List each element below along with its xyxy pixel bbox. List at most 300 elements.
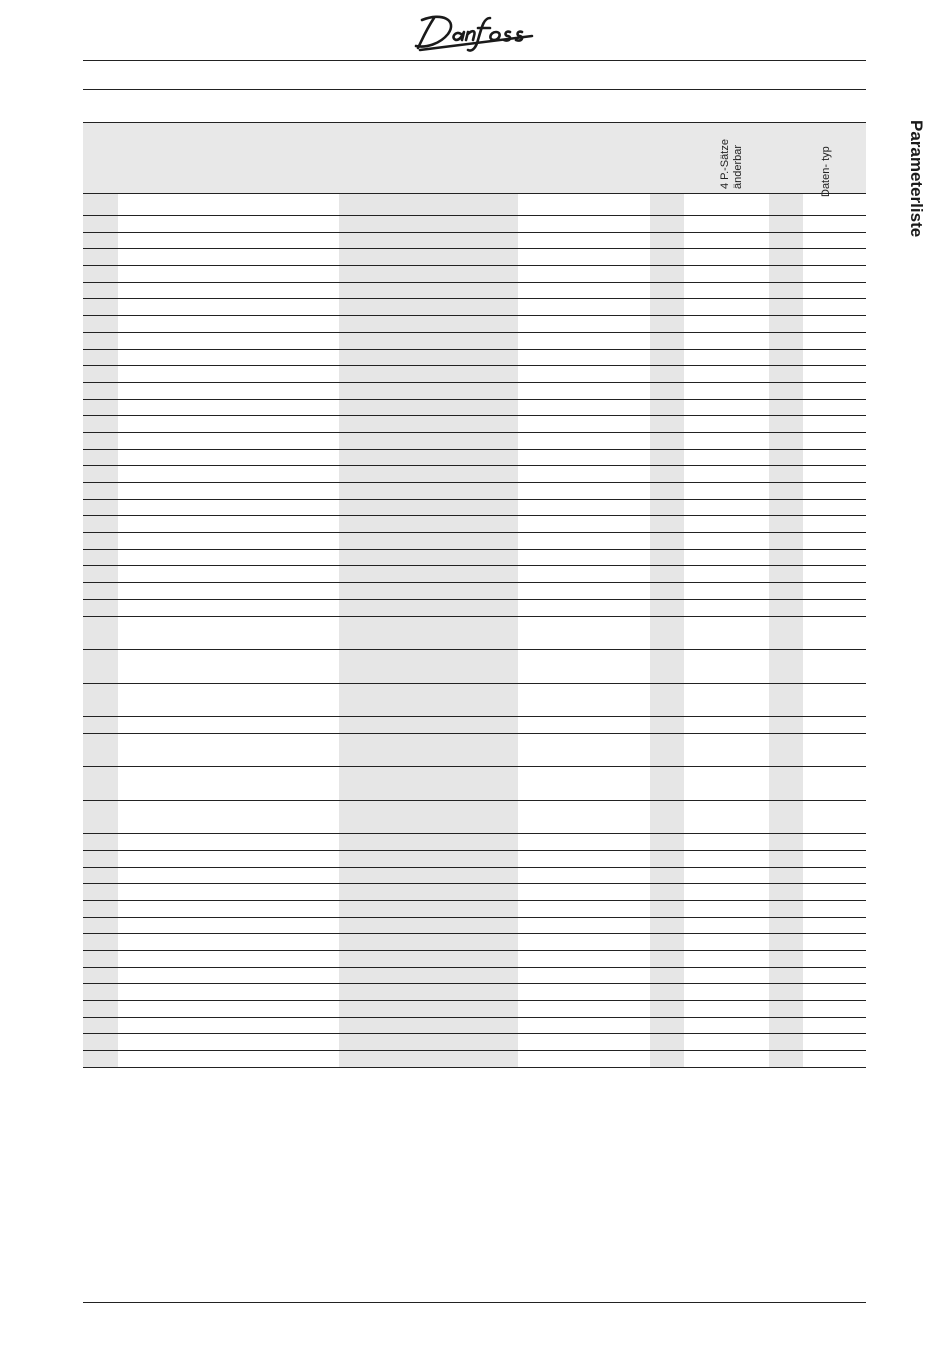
table-cell-werkseinstellung — [339, 884, 518, 900]
table-cell-funktion — [118, 233, 339, 249]
table-cell-funktion — [118, 801, 339, 834]
table-cell-bereich — [518, 583, 650, 599]
table-cell-datentyp — [803, 416, 866, 432]
table-cell-funktion — [118, 366, 339, 382]
side-tab — [906, 120, 932, 260]
table-cell-nr — [83, 801, 118, 834]
table-cell-index — [769, 1001, 803, 1017]
table-cell-nr — [83, 299, 118, 315]
table-cell-index — [769, 1018, 803, 1034]
table-cell-index — [769, 1034, 803, 1050]
table-cell-aenderung — [650, 684, 684, 717]
table-row — [83, 684, 866, 718]
table-cell-funktion — [118, 516, 339, 532]
table-cell-funktion — [118, 951, 339, 967]
table-cell-datentyp — [803, 1034, 866, 1050]
table-cell-werkseinstellung — [339, 650, 518, 683]
table-cell-index — [769, 466, 803, 482]
table-row — [83, 1034, 866, 1051]
table-cell-aenderung — [650, 1034, 684, 1050]
table-cell-psaetze — [684, 734, 769, 767]
table-cell-nr — [83, 984, 118, 1000]
table-row — [83, 834, 866, 851]
table-row — [83, 383, 866, 400]
table-cell-funktion — [118, 734, 339, 767]
table-row — [83, 450, 866, 467]
table-cell-werkseinstellung — [339, 383, 518, 399]
table-cell-aenderung — [650, 194, 684, 215]
table-row — [83, 717, 866, 734]
table-cell-psaetze — [684, 934, 769, 950]
table-cell-bereich — [518, 1018, 650, 1034]
table-cell-aenderung — [650, 533, 684, 549]
table-cell-funktion — [118, 550, 339, 566]
table-cell-bereich — [518, 868, 650, 884]
table-row — [83, 868, 866, 885]
table-cell-funktion — [118, 934, 339, 950]
table-cell-funktion — [118, 767, 339, 800]
table-row — [83, 216, 866, 233]
table-cell-datentyp — [803, 1001, 866, 1017]
table-cell-nr — [83, 951, 118, 967]
table-cell-psaetze — [684, 533, 769, 549]
table-cell-datentyp — [803, 400, 866, 416]
table-cell-aenderung — [650, 834, 684, 850]
table-cell-datentyp — [803, 868, 866, 884]
table-cell-aenderung — [650, 767, 684, 800]
table-cell-index — [769, 901, 803, 917]
table-cell-funktion — [118, 684, 339, 717]
table-cell-bereich — [518, 650, 650, 683]
table-cell-bereich — [518, 934, 650, 950]
table-cell-nr — [83, 617, 118, 650]
table-cell-aenderung — [650, 968, 684, 984]
table-cell-funktion — [118, 299, 339, 315]
header-4-p-saetze-aenderbar: 4 P.-Sätze änderbar — [719, 139, 744, 189]
table-cell-aenderung — [650, 650, 684, 683]
table-cell-psaetze — [684, 216, 769, 232]
table-cell-index — [769, 383, 803, 399]
table-cell-funktion — [118, 650, 339, 683]
table-cell-aenderung — [650, 617, 684, 650]
table-cell-werkseinstellung — [339, 684, 518, 717]
table-cell-psaetze — [684, 333, 769, 349]
table-cell-nr — [83, 1034, 118, 1050]
table-cell-nr — [83, 650, 118, 683]
table-cell-index — [769, 868, 803, 884]
table-cell-index — [769, 884, 803, 900]
table-cell-werkseinstellung — [339, 1051, 518, 1067]
table-cell-funktion — [118, 316, 339, 332]
table-cell-nr — [83, 767, 118, 800]
table-cell-bereich — [518, 366, 650, 382]
table-cell-bereich — [518, 1034, 650, 1050]
table-cell-bereich — [518, 383, 650, 399]
table-cell-bereich — [518, 834, 650, 850]
table-cell-index — [769, 316, 803, 332]
table-row — [83, 968, 866, 985]
table-row — [83, 533, 866, 550]
table-cell-nr — [83, 1018, 118, 1034]
table-row — [83, 516, 866, 533]
table-cell-bereich — [518, 299, 650, 315]
table-cell-psaetze — [684, 450, 769, 466]
table-body — [83, 194, 866, 1068]
table-cell-nr — [83, 500, 118, 516]
table-row — [83, 600, 866, 617]
table-cell-funktion — [118, 583, 339, 599]
table-cell-aenderung — [650, 868, 684, 884]
table-cell-funktion — [118, 433, 339, 449]
table-cell-werkseinstellung — [339, 333, 518, 349]
table-cell-werkseinstellung — [339, 533, 518, 549]
table-cell-aenderung — [650, 734, 684, 767]
table-row — [83, 316, 866, 333]
table-cell-nr — [83, 416, 118, 432]
table-cell-datentyp — [803, 299, 866, 315]
table-cell-werkseinstellung — [339, 466, 518, 482]
table-cell-datentyp — [803, 483, 866, 499]
table-cell-werkseinstellung — [339, 194, 518, 215]
table-cell-aenderung — [650, 350, 684, 366]
table-row — [83, 433, 866, 450]
table-row — [83, 266, 866, 283]
table-cell-bereich — [518, 316, 650, 332]
danfoss-logo — [412, 8, 538, 54]
table-cell-psaetze — [684, 918, 769, 934]
table-cell-nr — [83, 233, 118, 249]
table-cell-bereich — [518, 249, 650, 265]
table-cell-nr — [83, 194, 118, 215]
table-cell-psaetze — [684, 383, 769, 399]
table-cell-index — [769, 951, 803, 967]
table-cell-werkseinstellung — [339, 918, 518, 934]
table-cell-aenderung — [650, 483, 684, 499]
table-cell-aenderung — [650, 299, 684, 315]
table-cell-datentyp — [803, 533, 866, 549]
table-cell-aenderung — [650, 466, 684, 482]
table-cell-psaetze — [684, 266, 769, 282]
table-cell-funktion — [118, 918, 339, 934]
table-cell-psaetze — [684, 884, 769, 900]
table-cell-index — [769, 350, 803, 366]
table-cell-funktion — [118, 194, 339, 215]
table-cell-aenderung — [650, 333, 684, 349]
table-cell-datentyp — [803, 1018, 866, 1034]
table-cell-werkseinstellung — [339, 834, 518, 850]
table-cell-aenderung — [650, 583, 684, 599]
table-cell-werkseinstellung — [339, 283, 518, 299]
table-cell-nr — [83, 834, 118, 850]
table-cell-aenderung — [650, 516, 684, 532]
table-cell-werkseinstellung — [339, 984, 518, 1000]
table-cell-bereich — [518, 533, 650, 549]
table-cell-werkseinstellung — [339, 266, 518, 282]
side-tab-label: Parameterliste — [907, 120, 926, 238]
table-cell-werkseinstellung — [339, 483, 518, 499]
table-row — [83, 734, 866, 768]
table-cell-funktion — [118, 350, 339, 366]
table-cell-bereich — [518, 333, 650, 349]
table-cell-werkseinstellung — [339, 500, 518, 516]
table-cell-index — [769, 533, 803, 549]
table-cell-werkseinstellung — [339, 934, 518, 950]
table-cell-psaetze — [684, 400, 769, 416]
table-cell-nr — [83, 283, 118, 299]
table-cell-datentyp — [803, 767, 866, 800]
table-cell-nr — [83, 868, 118, 884]
table-cell-nr — [83, 717, 118, 733]
table-cell-werkseinstellung — [339, 617, 518, 650]
table-row — [83, 500, 866, 517]
table-row — [83, 466, 866, 483]
table-cell-index — [769, 984, 803, 1000]
table-cell-index — [769, 416, 803, 432]
table-cell-bereich — [518, 617, 650, 650]
table-row — [83, 901, 866, 918]
table-row — [83, 550, 866, 567]
table-cell-werkseinstellung — [339, 366, 518, 382]
table-cell-werkseinstellung — [339, 868, 518, 884]
table-cell-nr — [83, 550, 118, 566]
table-cell-bereich — [518, 851, 650, 867]
table-cell-nr — [83, 316, 118, 332]
table-cell-datentyp — [803, 600, 866, 616]
table-cell-bereich — [518, 968, 650, 984]
header-rule-bottom — [83, 89, 866, 90]
table-cell-datentyp — [803, 1051, 866, 1067]
table-cell-werkseinstellung — [339, 433, 518, 449]
table-header — [83, 122, 866, 197]
table-cell-aenderung — [650, 383, 684, 399]
table-cell-index — [769, 216, 803, 232]
table-row — [83, 416, 866, 433]
table-cell-werkseinstellung — [339, 350, 518, 366]
table-cell-nr — [83, 266, 118, 282]
table-cell-psaetze — [684, 684, 769, 717]
table-cell-nr — [83, 734, 118, 767]
table-cell-bereich — [518, 400, 650, 416]
table-cell-datentyp — [803, 266, 866, 282]
table-cell-funktion — [118, 600, 339, 616]
table-cell-nr — [83, 884, 118, 900]
table-row — [83, 366, 866, 383]
table-cell-werkseinstellung — [339, 717, 518, 733]
table-cell-datentyp — [803, 366, 866, 382]
table-cell-aenderung — [650, 717, 684, 733]
table-cell-bereich — [518, 483, 650, 499]
table-cell-bereich — [518, 600, 650, 616]
table-cell-funktion — [118, 968, 339, 984]
table-row — [83, 233, 866, 250]
table-cell-datentyp — [803, 834, 866, 850]
table-cell-bereich — [518, 350, 650, 366]
table-cell-index — [769, 684, 803, 717]
table-cell-psaetze — [684, 851, 769, 867]
table-cell-index — [769, 918, 803, 934]
table-cell-psaetze — [684, 583, 769, 599]
table-cell-index — [769, 566, 803, 582]
table-cell-funktion — [118, 617, 339, 650]
table-cell-index — [769, 283, 803, 299]
table-cell-bereich — [518, 266, 650, 282]
table-cell-aenderung — [650, 416, 684, 432]
table-cell-psaetze — [684, 801, 769, 834]
table-row — [83, 951, 866, 968]
table-cell-psaetze — [684, 767, 769, 800]
table-cell-datentyp — [803, 851, 866, 867]
table-cell-psaetze — [684, 283, 769, 299]
table-cell-index — [769, 617, 803, 650]
table-cell-nr — [83, 249, 118, 265]
table-cell-bereich — [518, 450, 650, 466]
table-cell-index — [769, 851, 803, 867]
table-cell-werkseinstellung — [339, 1034, 518, 1050]
table-cell-aenderung — [650, 566, 684, 582]
table-cell-index — [769, 934, 803, 950]
table-row — [83, 918, 866, 935]
table-cell-funktion — [118, 249, 339, 265]
table-cell-funktion — [118, 533, 339, 549]
table-cell-funktion — [118, 851, 339, 867]
table-cell-aenderung — [650, 934, 684, 950]
table-row — [83, 283, 866, 300]
table-cell-index — [769, 366, 803, 382]
table-cell-werkseinstellung — [339, 767, 518, 800]
table-cell-index — [769, 834, 803, 850]
table-cell-datentyp — [803, 233, 866, 249]
table-row — [83, 1001, 866, 1018]
table-cell-datentyp — [803, 466, 866, 482]
table-cell-nr — [83, 901, 118, 917]
table-cell-datentyp — [803, 350, 866, 366]
table-cell-index — [769, 483, 803, 499]
table-cell-nr — [83, 483, 118, 499]
table-cell-bereich — [518, 767, 650, 800]
table-cell-datentyp — [803, 383, 866, 399]
table-cell-bereich — [518, 416, 650, 432]
table-cell-nr — [83, 383, 118, 399]
table-cell-aenderung — [650, 216, 684, 232]
table-cell-datentyp — [803, 566, 866, 582]
table-cell-psaetze — [684, 316, 769, 332]
table-cell-psaetze — [684, 834, 769, 850]
table-cell-werkseinstellung — [339, 216, 518, 232]
table-cell-aenderung — [650, 600, 684, 616]
table-cell-index — [769, 233, 803, 249]
table-cell-nr — [83, 583, 118, 599]
table-cell-bereich — [518, 1001, 650, 1017]
table-row — [83, 617, 866, 651]
table-cell-nr — [83, 934, 118, 950]
table-cell-funktion — [118, 717, 339, 733]
table-cell-nr — [83, 918, 118, 934]
table-cell-aenderung — [650, 1001, 684, 1017]
table-cell-datentyp — [803, 951, 866, 967]
table-cell-psaetze — [684, 249, 769, 265]
table-cell-funktion — [118, 266, 339, 282]
table-cell-psaetze — [684, 433, 769, 449]
table-cell-datentyp — [803, 650, 866, 683]
table-cell-werkseinstellung — [339, 416, 518, 432]
table-cell-werkseinstellung — [339, 1018, 518, 1034]
table-cell-bereich — [518, 550, 650, 566]
table-cell-aenderung — [650, 984, 684, 1000]
table-cell-psaetze — [684, 1001, 769, 1017]
table-cell-werkseinstellung — [339, 249, 518, 265]
table-row — [83, 934, 866, 951]
table-cell-aenderung — [650, 366, 684, 382]
table-cell-bereich — [518, 283, 650, 299]
table-row — [83, 801, 866, 835]
table-cell-index — [769, 801, 803, 834]
table-cell-funktion — [118, 466, 339, 482]
table-cell-datentyp — [803, 500, 866, 516]
table-cell-psaetze — [684, 500, 769, 516]
table-cell-bereich — [518, 918, 650, 934]
table-cell-aenderung — [650, 249, 684, 265]
table-cell-funktion — [118, 216, 339, 232]
table-cell-bereich — [518, 516, 650, 532]
table-cell-werkseinstellung — [339, 734, 518, 767]
table-cell-funktion — [118, 450, 339, 466]
table-cell-psaetze — [684, 416, 769, 432]
table-cell-bereich — [518, 233, 650, 249]
table-cell-nr — [83, 433, 118, 449]
table-cell-nr — [83, 1001, 118, 1017]
table-cell-aenderung — [650, 450, 684, 466]
table-cell-datentyp — [803, 316, 866, 332]
table-cell-index — [769, 516, 803, 532]
table-cell-aenderung — [650, 500, 684, 516]
table-cell-datentyp — [803, 968, 866, 984]
table-row — [83, 350, 866, 367]
table-row — [83, 566, 866, 583]
table-cell-funktion — [118, 500, 339, 516]
table-cell-index — [769, 500, 803, 516]
table-cell-werkseinstellung — [339, 400, 518, 416]
table-cell-psaetze — [684, 466, 769, 482]
table-cell-bereich — [518, 566, 650, 582]
table-cell-aenderung — [650, 433, 684, 449]
table-cell-aenderung — [650, 1051, 684, 1067]
table-cell-bereich — [518, 734, 650, 767]
table-cell-bereich — [518, 194, 650, 215]
table-cell-psaetze — [684, 984, 769, 1000]
table-cell-werkseinstellung — [339, 951, 518, 967]
table-cell-werkseinstellung — [339, 1001, 518, 1017]
table-cell-werkseinstellung — [339, 600, 518, 616]
table-cell-funktion — [118, 566, 339, 582]
table-cell-nr — [83, 600, 118, 616]
table-cell-index — [769, 299, 803, 315]
table-cell-datentyp — [803, 918, 866, 934]
table-cell-aenderung — [650, 884, 684, 900]
table-cell-nr — [83, 684, 118, 717]
table-cell-nr — [83, 350, 118, 366]
table-cell-werkseinstellung — [339, 901, 518, 917]
table-cell-nr — [83, 1051, 118, 1067]
table-cell-funktion — [118, 901, 339, 917]
table-cell-funktion — [118, 884, 339, 900]
table-cell-datentyp — [803, 884, 866, 900]
table-cell-nr — [83, 333, 118, 349]
table-cell-werkseinstellung — [339, 968, 518, 984]
table-cell-psaetze — [684, 901, 769, 917]
table-cell-werkseinstellung — [339, 316, 518, 332]
table-cell-psaetze — [684, 650, 769, 683]
table-cell-index — [769, 767, 803, 800]
